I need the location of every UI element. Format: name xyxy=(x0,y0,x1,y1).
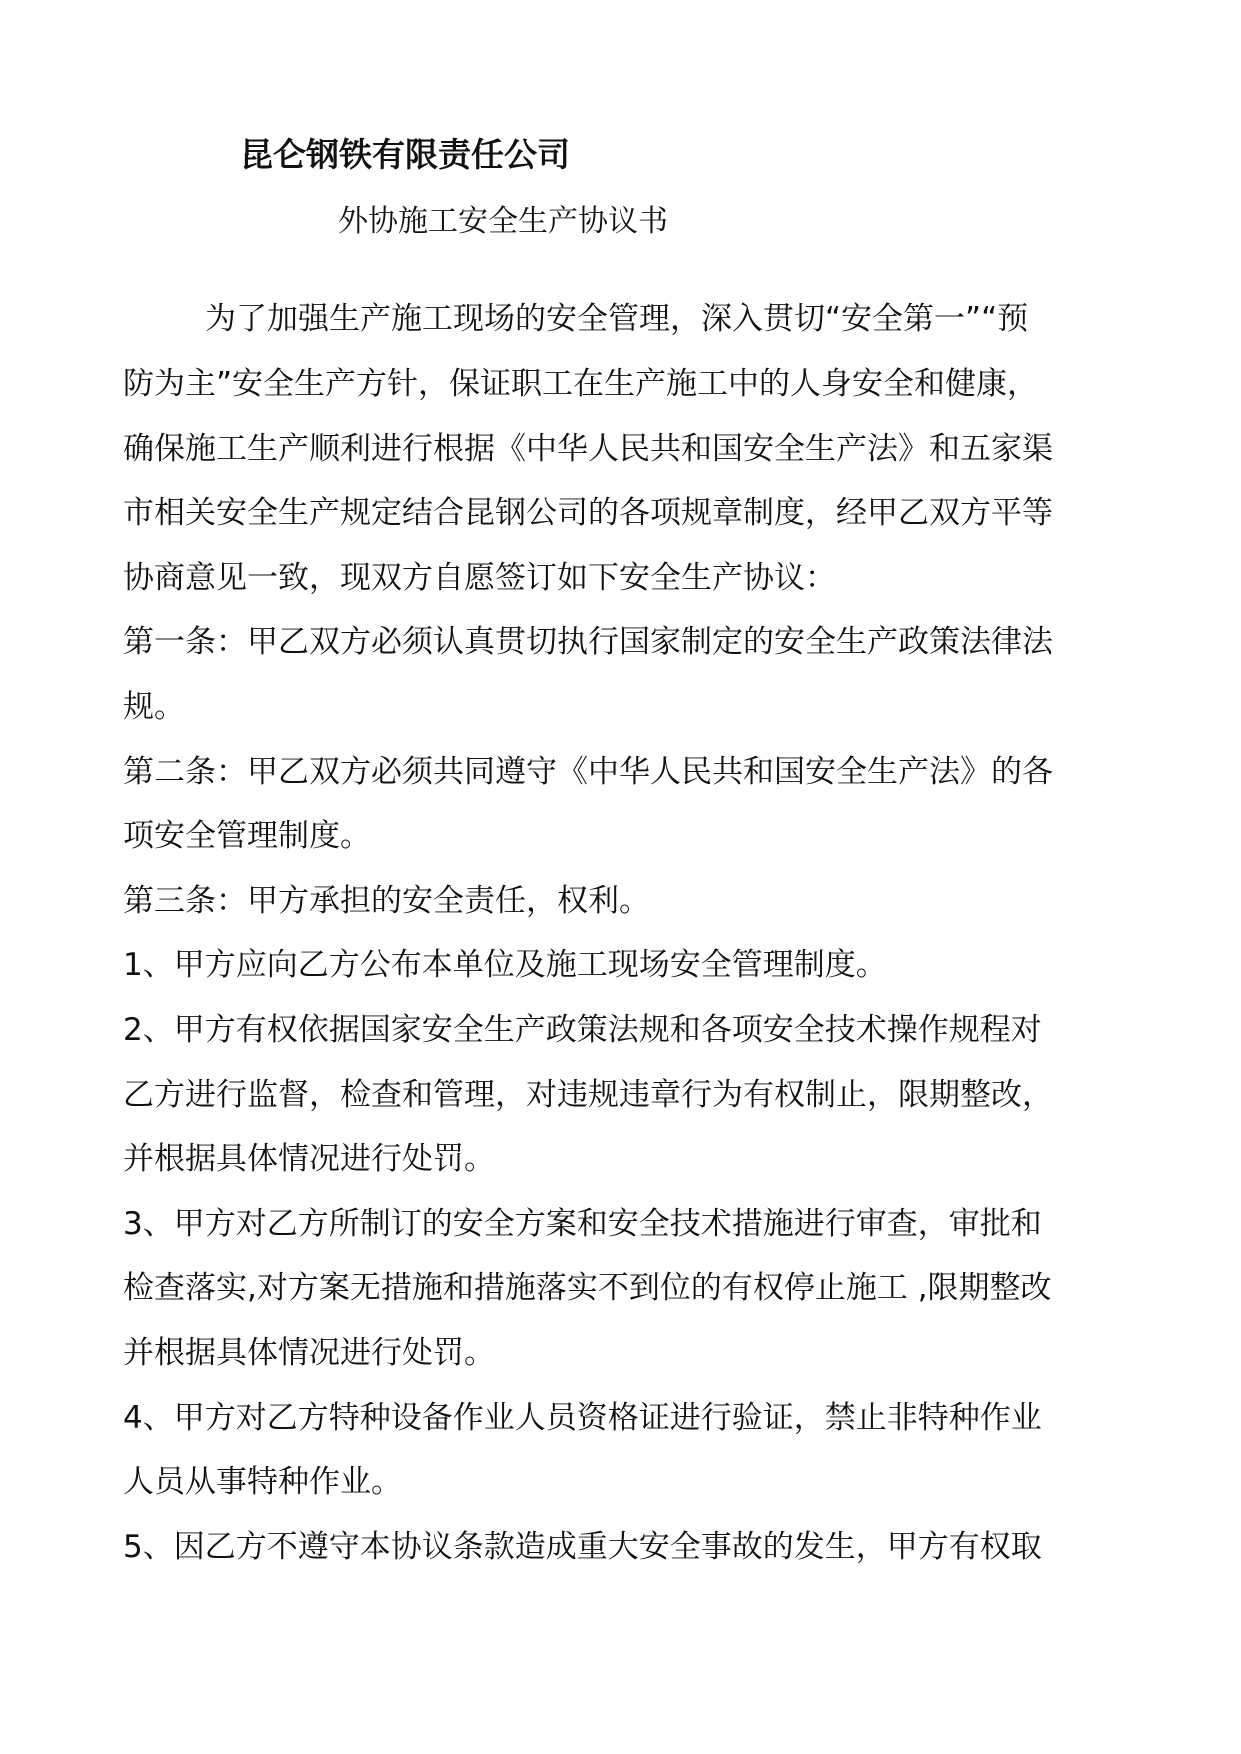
body-line: 防为主”安全生产方针，保证职工在生产施工中的人身安全和健康， xyxy=(123,366,1039,402)
clause-3: 3、甲方对乙方所制订的安全方案和安全技术措施进行审查，审批和 xyxy=(123,1206,1042,1242)
body-line: 规。 xyxy=(123,689,185,725)
body-line: 检查落实,对方案无措施和措施落实不到位的有权停止施工 ,限期整改 xyxy=(123,1270,1052,1306)
clause-5: 5、因乙方不遵守本协议条款造成重大安全事故的发生，甲方有权取 xyxy=(123,1529,1042,1565)
article-1: 第一条：甲乙双方必须认真贯切执行国家制定的安全生产政策法律法 xyxy=(123,624,1053,660)
body-line: 乙方进行监督，检查和管理，对违规违章行为有权制止，限期整改， xyxy=(123,1077,1053,1113)
body-line: 市相关安全生产规定结合昆钢公司的各项规章制度，经甲乙双方平等 xyxy=(123,495,1053,531)
body-line: 并根据具体情况进行处罚。 xyxy=(123,1335,495,1371)
article-2: 第二条：甲乙双方必须共同遵守《中华人民共和国安全生产法》的各 xyxy=(123,754,1053,790)
body-line: 项安全管理制度。 xyxy=(123,818,371,854)
clause-4: 4、甲方对乙方特种设备作业人员资格证进行验证，禁止非特种作业 xyxy=(123,1400,1042,1436)
body-line: 确保施工生产顺利进行根据《中华人民共和国安全生产法》和五家渠 xyxy=(123,431,1053,467)
article-3: 第三条：甲方承担的安全责任，权利。 xyxy=(123,883,650,919)
body-line: 为了加强生产施工现场的安全管理，深入贯切“安全第一”“预 xyxy=(205,301,1029,337)
document-title: 外协施工安全生产协议书 xyxy=(338,204,668,239)
clause-2: 2、甲方有权依据国家安全生产政策法规和各项安全技术操作规程对 xyxy=(123,1012,1042,1048)
body-line: 人员从事特种作业。 xyxy=(123,1464,402,1500)
body-line: 协商意见一致，现双方自愿签订如下安全生产协议： xyxy=(123,560,836,596)
body-line: 并根据具体情况进行处罚。 xyxy=(123,1141,495,1177)
company-name: 昆仑钢铁有限责任公司 xyxy=(240,135,570,174)
clause-1: 1、甲方应向乙方公布本单位及施工现场安全管理制度。 xyxy=(123,947,887,983)
